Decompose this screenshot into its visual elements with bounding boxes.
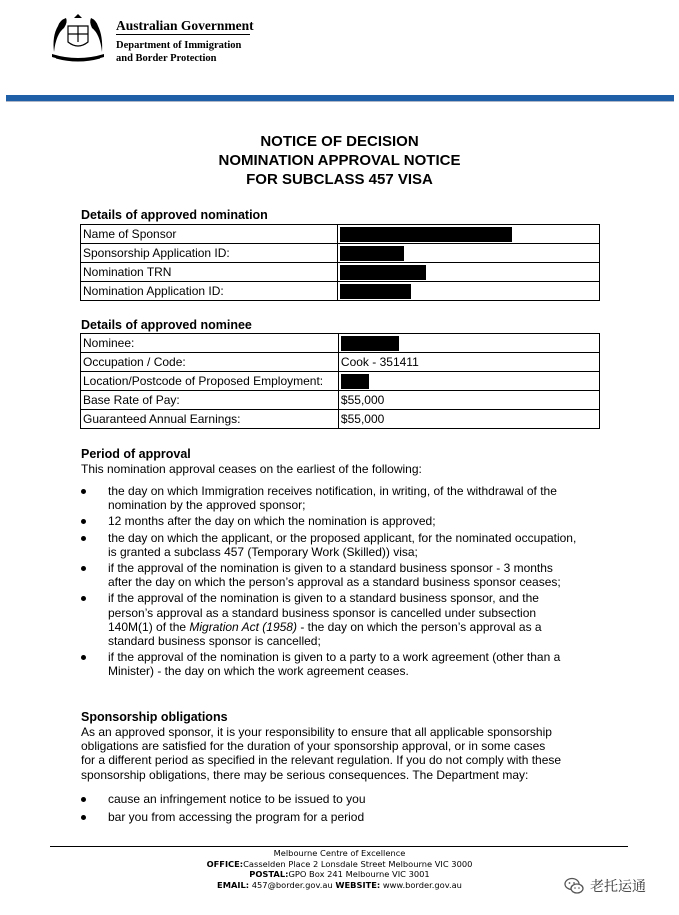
redaction-box bbox=[340, 227, 512, 242]
row-value: $55,000 bbox=[338, 410, 599, 429]
row-value bbox=[338, 282, 600, 301]
wechat-icon bbox=[564, 876, 584, 896]
row-label: Sponsorship Application ID: bbox=[81, 244, 338, 263]
list-item bbox=[81, 650, 611, 678]
line: cause an infringement notice to be issued to you bbox=[108, 792, 366, 806]
row-value bbox=[338, 225, 600, 244]
title-line-2: NOMINATION APPROVAL NOTICE bbox=[218, 152, 461, 169]
period-list bbox=[81, 484, 611, 681]
obligations-heading: Sponsorship obligations bbox=[81, 710, 228, 724]
line: if the approval of the nomination is given to a party to a work agreement (other than a bbox=[108, 650, 561, 665]
bullet-icon bbox=[81, 596, 86, 601]
footer-value: Casselden Place 2 Lonsdale Street Melbourne VIC 3000 bbox=[243, 858, 473, 869]
bullet-icon bbox=[81, 815, 86, 820]
line: person’s approval as a standard business sponsor is cancelled under subsection bbox=[108, 605, 537, 620]
text: - the day on which the person’s approval as a bbox=[296, 619, 542, 634]
nominee-heading: Details of approved nominee bbox=[81, 318, 252, 332]
row-label: Nomination TRN bbox=[81, 263, 338, 282]
line: if the approval of the nomination is given to a standard business sponsor, and the bbox=[108, 591, 539, 606]
table-row bbox=[81, 410, 600, 429]
bullet-icon bbox=[81, 566, 86, 571]
row-label: Nomination Application ID: bbox=[81, 282, 338, 301]
row-label: Location/Postcode of Proposed Employment: bbox=[81, 372, 339, 391]
list-item bbox=[81, 561, 611, 589]
act-title: Migration Act (1958) bbox=[189, 619, 297, 634]
period-heading: Period of approval bbox=[81, 447, 191, 461]
footer-value: GPO Box 241 Melbourne VIC 3001 bbox=[288, 869, 430, 880]
list-item bbox=[81, 810, 611, 824]
redaction-box bbox=[340, 246, 404, 261]
line: standard business sponsor is cancelled; bbox=[108, 634, 321, 649]
nomination-heading: Details of approved nomination bbox=[81, 208, 268, 222]
website-link[interactable]: www.border.gov.au bbox=[380, 879, 462, 890]
department-line-1: Department of Immigration bbox=[116, 40, 242, 51]
row-label: Name of Sponsor bbox=[81, 225, 338, 244]
row-value bbox=[338, 334, 599, 353]
line: is granted a subclass 457 (Temporary Work (Skilled)) visa; bbox=[108, 544, 418, 559]
redaction-box bbox=[340, 284, 411, 299]
watermark-text: 老托运通 bbox=[590, 878, 646, 894]
title-line-1: NOTICE OF DECISION bbox=[260, 133, 419, 150]
obligations-list bbox=[81, 792, 611, 826]
coat-of-arms-icon bbox=[46, 12, 110, 64]
row-value: Cook - 351411 bbox=[338, 353, 599, 372]
line: nomination by the approved sponsor; bbox=[108, 498, 306, 513]
row-label: Guaranteed Annual Earnings: bbox=[81, 410, 339, 429]
list-item bbox=[81, 514, 611, 528]
table-row bbox=[81, 282, 600, 301]
footer-office bbox=[0, 859, 679, 870]
header-grey-line bbox=[6, 101, 674, 102]
line: bar you from accessing the program for a period bbox=[108, 810, 365, 825]
letterhead bbox=[46, 12, 276, 72]
bullet-icon bbox=[81, 655, 86, 660]
line: the day on which the applicant, or the proposed applicant, for the nominated occupation, bbox=[108, 530, 577, 545]
table-row bbox=[81, 263, 600, 282]
list-item bbox=[81, 531, 611, 559]
row-value bbox=[338, 372, 599, 391]
table-row bbox=[81, 334, 600, 353]
bullet-icon bbox=[81, 489, 86, 494]
list-item bbox=[81, 591, 611, 648]
nominee-table bbox=[80, 333, 600, 429]
department-line-2: and Border Protection bbox=[116, 52, 217, 64]
line: As an approved sponsor, it is your responsibility to ensure that all applicable sponsorship bbox=[81, 725, 552, 739]
line: for a different period as specified in the relevant regulation. If you do not comply with these bbox=[81, 753, 562, 768]
line: if the approval of the nomination is given to a standard business sponsor - 3 months bbox=[108, 561, 553, 576]
row-value: $55,000 bbox=[338, 391, 599, 410]
footer-label: WEBSITE: bbox=[335, 879, 381, 890]
redaction-box bbox=[340, 265, 426, 280]
table-row bbox=[81, 353, 600, 372]
row-label: Occupation / Code: bbox=[81, 353, 339, 372]
list-item bbox=[81, 792, 611, 806]
bullet-icon bbox=[81, 797, 86, 802]
header-divider bbox=[116, 34, 250, 35]
line: after the day on which the person’s approval as a standard business sponsor ceases; bbox=[108, 575, 561, 590]
line: the day on which Immigration receives notification, in writing, of the withdrawal of the bbox=[108, 484, 557, 498]
obligations-text bbox=[81, 725, 561, 782]
table-row bbox=[81, 244, 600, 263]
footer-label: POSTAL: bbox=[249, 869, 289, 880]
bullet-icon bbox=[81, 519, 86, 524]
department-name bbox=[116, 40, 241, 65]
nomination-table bbox=[80, 224, 600, 301]
row-value bbox=[338, 244, 600, 263]
row-label: Nominee: bbox=[81, 334, 339, 353]
line: 12 months after the day on which the nomination is approved; bbox=[108, 514, 436, 529]
line: Minister) - the day on which the work agreement ceases. bbox=[108, 664, 409, 679]
line: obligations are satisfied for the duration of your sponsorship approval, or in some cases bbox=[81, 739, 546, 754]
table-row bbox=[81, 225, 600, 244]
footer-divider bbox=[50, 846, 628, 847]
line: sponsorship obligations, there may be serious consequences. The Department may: bbox=[81, 767, 529, 782]
footer-label: OFFICE: bbox=[206, 858, 244, 869]
notice-title bbox=[0, 132, 679, 189]
watermark bbox=[564, 876, 646, 896]
footer-label: EMAIL: bbox=[217, 879, 250, 890]
redaction-box bbox=[341, 374, 369, 389]
government-name: Australian Government bbox=[116, 18, 254, 33]
table-row bbox=[81, 372, 600, 391]
row-label: Base Rate of Pay: bbox=[81, 391, 339, 410]
bullet-icon bbox=[81, 536, 86, 541]
email-link[interactable]: 457@border.gov.au bbox=[249, 879, 336, 890]
footer-office-name: Melbourne Centre of Excellence bbox=[273, 848, 406, 858]
title-line-3: FOR SUBCLASS 457 VISA bbox=[246, 171, 433, 188]
text: 140M(1) of the bbox=[108, 619, 190, 634]
period-intro: This nomination approval ceases on the earliest of the following: bbox=[81, 462, 422, 476]
line bbox=[108, 620, 611, 634]
table-row bbox=[81, 391, 600, 410]
redaction-box bbox=[341, 336, 399, 351]
row-value bbox=[338, 263, 600, 282]
list-item bbox=[81, 484, 611, 512]
